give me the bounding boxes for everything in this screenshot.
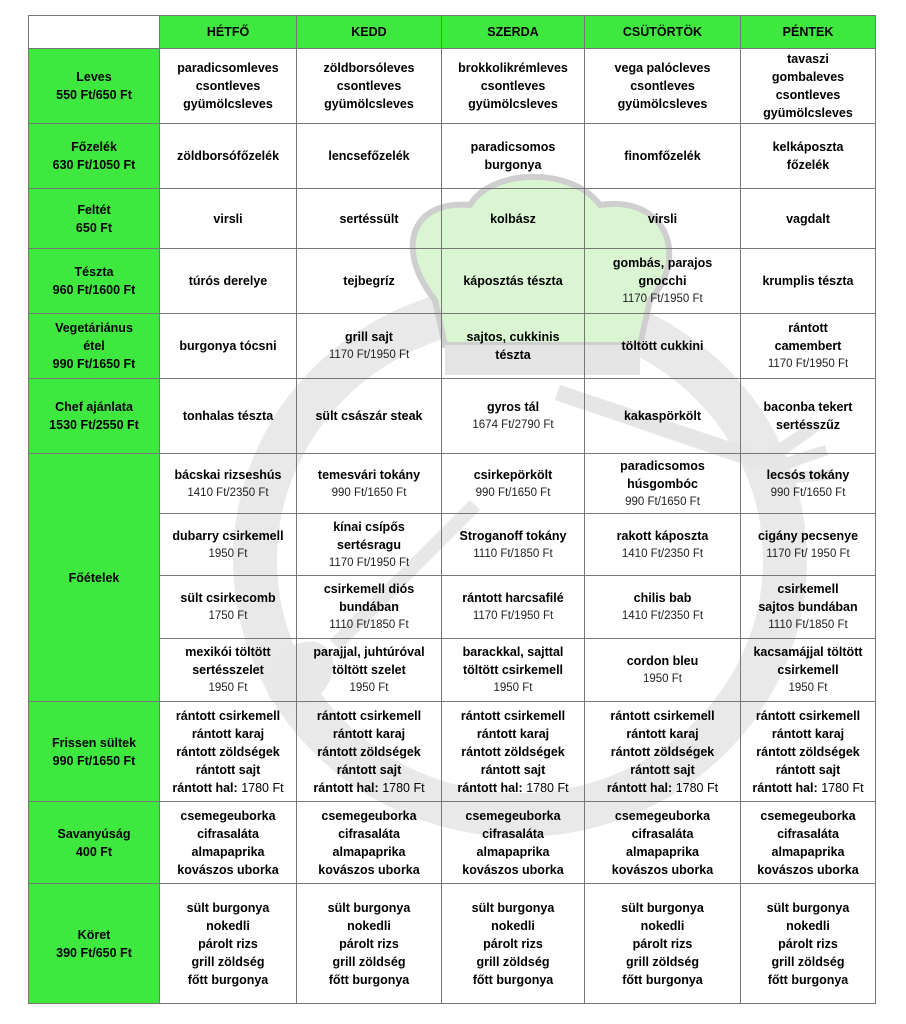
dish-name: vega palócleves <box>614 61 711 75</box>
dish-cell <box>741 702 876 802</box>
dish-name: kovászos uborka <box>757 862 859 877</box>
dish-cell <box>160 514 297 576</box>
category-cell <box>29 454 160 702</box>
category-name: Frissen sültek <box>51 735 137 750</box>
dish-cell <box>585 314 741 379</box>
dish-cell <box>741 576 876 639</box>
dish-name: sertésszelet <box>192 663 264 677</box>
dish-price: 1410 Ft/2350 Ft <box>621 547 704 560</box>
day-header-wednesday: SZERDA <box>442 16 585 49</box>
dish-price: 1950 Ft <box>788 682 828 694</box>
dish-name: sajtos bundában <box>758 600 858 614</box>
dish-name: gombaleves <box>771 70 845 84</box>
dish-name: bácskai rizseshús <box>174 467 282 482</box>
dish-name: kínai csípős <box>333 519 405 534</box>
dish-cell <box>585 576 741 639</box>
dish-name: sült burgonya <box>621 900 704 915</box>
weekly-menu-table <box>28 15 876 1004</box>
dish-cell <box>585 454 741 514</box>
dish-cell <box>442 314 585 379</box>
dish-name: rántott karaj <box>771 726 845 741</box>
dish-name: camembert <box>774 339 842 353</box>
dish-name: főtt burgonya <box>328 972 410 987</box>
dish-name: csemegeuborka <box>180 808 276 823</box>
menu-row <box>29 884 876 1004</box>
dish-name: csontleves <box>336 79 402 93</box>
fried-fish-price: 1780 Ft <box>382 780 425 795</box>
dish-cell <box>442 189 585 249</box>
dish-name: rántott sajt <box>480 762 546 777</box>
category-name: Tészta <box>74 265 114 279</box>
menu-row <box>29 802 876 884</box>
fried-fish-line <box>299 779 439 797</box>
dish-cell <box>160 379 297 454</box>
fried-fish-label: rántott hal: <box>457 780 523 795</box>
category-price: 650 Ft <box>75 220 113 235</box>
dish-cell <box>442 884 585 1004</box>
dish-name: nokedli <box>347 918 391 933</box>
dish-name: sertéssült <box>339 211 399 226</box>
dish-cell <box>741 249 876 314</box>
category-price: 1530 Ft/2550 Ft <box>49 418 139 432</box>
dish-name: rántott karaj <box>191 726 265 741</box>
category-name: Köret <box>77 927 111 942</box>
dish-cell <box>160 454 297 514</box>
dish-cell <box>585 189 741 249</box>
dish-name: rántott sajt <box>630 762 695 777</box>
dish-cell <box>741 124 876 189</box>
dish-name: kovászos uborka <box>318 862 420 877</box>
dish-name: gyümölcsleves <box>617 97 708 111</box>
dish-name: grill sajt <box>345 330 393 344</box>
category-name: étel <box>83 339 105 353</box>
dish-name: dubarry csirkemell <box>172 528 284 543</box>
dish-name: főtt burgonya <box>187 972 269 987</box>
dish-name: rántott zöldségek <box>461 744 565 759</box>
dish-name: főzelék <box>786 158 830 172</box>
dish-name: tejbegríz <box>343 274 395 288</box>
category-name: Feltét <box>77 202 111 217</box>
category-price: 960 Ft/1600 Ft <box>52 283 136 297</box>
dish-name: rántott sajt <box>195 762 261 777</box>
dish-name: csemegeuborka <box>465 808 561 823</box>
dish-name: grill zöldség <box>476 954 550 969</box>
dish-name: csirkemell diós <box>323 582 415 596</box>
dish-name: tonhalas tészta <box>182 409 274 423</box>
dish-name: cifrasaláta <box>777 826 839 841</box>
category-cell <box>29 189 160 249</box>
dish-cell <box>160 702 297 802</box>
category-cell <box>29 124 160 189</box>
menu-row <box>29 702 876 802</box>
dish-name: párolt rizs <box>198 936 258 951</box>
day-header-friday: PÉNTEK <box>741 16 876 49</box>
dish-name: brokkolikrémleves <box>458 61 568 75</box>
dish-name: sült csirkecomb <box>180 591 276 605</box>
dish-name: sült burgonya <box>471 900 555 915</box>
dish-price: 1410 Ft/2350 Ft <box>187 486 269 499</box>
dish-name: cifrasaláta <box>631 826 694 841</box>
dish-name: paradicsomos <box>470 140 556 154</box>
dish-name: almapaprika <box>476 844 550 859</box>
dish-cell <box>442 249 585 314</box>
dish-name: kacsamájjal töltött <box>753 645 863 659</box>
dish-name: rántott zöldségek <box>756 744 860 759</box>
category-price: 990 Ft/1650 Ft <box>52 753 136 768</box>
dish-cell <box>160 639 297 702</box>
dish-price: 1674 Ft/2790 Ft <box>472 419 554 431</box>
dish-name: temesvári tokány <box>317 467 421 482</box>
dish-name: rántott csirkemell <box>175 708 281 723</box>
category-cell <box>29 314 160 379</box>
menu-row <box>29 454 876 514</box>
dish-price: 1950 Ft <box>493 682 533 694</box>
dish-price: 990 Ft/1650 Ft <box>770 486 846 499</box>
dish-price: 1950 Ft <box>208 547 248 560</box>
dish-name: rántott zöldségek <box>610 744 715 759</box>
dish-cell <box>741 454 876 514</box>
dish-name: burgonya tócsni <box>179 339 277 353</box>
dish-cell <box>442 514 585 576</box>
dish-name: virsli <box>213 211 243 226</box>
dish-name: csontleves <box>775 88 841 102</box>
dish-name: rántott karaj <box>332 726 406 741</box>
category-price: 390 Ft/650 Ft <box>56 945 132 960</box>
dish-name: almapaprika <box>626 844 699 859</box>
dish-cell <box>585 639 741 702</box>
dish-cell <box>160 189 297 249</box>
category-cell <box>29 49 160 124</box>
dish-cell <box>442 124 585 189</box>
dish-cell <box>160 576 297 639</box>
dish-price: 990 Ft/1650 Ft <box>625 495 700 508</box>
dish-cell <box>297 454 442 514</box>
dish-name: rántott karaj <box>476 726 550 741</box>
dish-cell <box>160 884 297 1004</box>
menu-row <box>29 379 876 454</box>
dish-name: gombás, parajos <box>612 256 713 270</box>
dish-name: rántott zöldségek <box>176 744 280 759</box>
fried-fish-line <box>587 779 738 797</box>
dish-price: 1950 Ft <box>349 682 389 694</box>
dish-price: 1110 Ft/1850 Ft <box>768 619 848 631</box>
dish-price: 1170 Ft/1950 Ft <box>767 358 849 370</box>
dish-name: lecsós tokány <box>766 467 850 482</box>
dish-name: rántott csirkemell <box>316 708 422 723</box>
category-cell <box>29 802 160 884</box>
dish-price: 1410 Ft/2350 Ft <box>621 610 704 622</box>
dish-cell <box>585 124 741 189</box>
dish-name: grill zöldség <box>771 954 845 969</box>
dish-name: nokedli <box>640 918 685 933</box>
dish-cell <box>297 576 442 639</box>
dish-name: gyümölcsleves <box>468 97 558 111</box>
dish-cell <box>585 802 741 884</box>
category-name: Leves <box>76 70 112 84</box>
dish-name: tészta <box>495 348 531 362</box>
fried-fish-price: 1780 Ft <box>821 780 864 795</box>
dish-cell <box>442 639 585 702</box>
dish-cell <box>297 514 442 576</box>
dish-cell <box>585 884 741 1004</box>
dish-name: zöldborsófőzelék <box>176 149 280 163</box>
dish-name: sült császár steak <box>315 409 423 423</box>
dish-name: rántott harcsafilé <box>462 591 564 605</box>
dish-name: cifrasaláta <box>197 826 259 841</box>
dish-cell <box>160 802 297 884</box>
dish-name: gyros tál <box>486 400 540 414</box>
dish-name: gyümölcsleves <box>763 106 853 120</box>
dish-name: tavaszi <box>787 52 829 66</box>
dish-price: 1950 Ft <box>643 673 682 685</box>
dish-name: csontleves <box>195 79 261 93</box>
dish-name: almapaprika <box>332 844 406 859</box>
dish-name: rántott sajt <box>336 762 402 777</box>
dish-cell <box>297 379 442 454</box>
dish-name: krumplis tészta <box>762 274 854 288</box>
dish-name: paradicsomleves <box>177 61 279 75</box>
dish-name: csirkepörkölt <box>473 467 553 482</box>
dish-name: cordon bleu <box>626 654 699 668</box>
dish-name: párolt rizs <box>778 936 838 951</box>
dish-cell <box>585 702 741 802</box>
dish-cell <box>160 314 297 379</box>
dish-name: sajtos, cukkinis <box>466 330 560 344</box>
dish-name: cifrasaláta <box>482 826 544 841</box>
category-name: Savanyúság <box>57 826 131 841</box>
dish-cell <box>297 314 442 379</box>
dish-name: kakaspörkölt <box>623 409 702 423</box>
dish-price: 1110 Ft/1850 Ft <box>473 547 553 560</box>
fried-fish-label: rántott hal: <box>606 780 673 795</box>
fried-fish-line <box>743 779 873 797</box>
dish-cell <box>160 49 297 124</box>
dish-name: nokedli <box>786 918 830 933</box>
dish-name: sült burgonya <box>766 900 850 915</box>
category-price: 630 Ft/1050 Ft <box>52 158 136 172</box>
dish-name: sertésszűz <box>776 418 840 432</box>
category-name: Vegetáriánus <box>55 321 133 335</box>
dish-name: töltött csirkemell <box>462 663 564 677</box>
fried-fish-price: 1780 Ft <box>241 780 284 795</box>
category-cell <box>29 702 160 802</box>
dish-name: rántott csirkemell <box>460 708 566 723</box>
dish-name: sült burgonya <box>186 900 270 915</box>
dish-name: töltött szelet <box>332 663 406 677</box>
dish-cell <box>741 314 876 379</box>
dish-name: káposztás tészta <box>463 274 563 288</box>
dish-name: gyümölcsleves <box>183 97 273 111</box>
dish-cell <box>585 49 741 124</box>
dish-price: 990 Ft/1650 Ft <box>475 486 551 499</box>
dish-cell <box>297 49 442 124</box>
dish-name: csemegeuborka <box>760 808 856 823</box>
dish-name: főtt burgonya <box>767 972 849 987</box>
category-cell <box>29 249 160 314</box>
dish-cell <box>160 124 297 189</box>
day-header-monday: HÉTFŐ <box>160 16 297 49</box>
day-header-thursday: CSÜTÖRTÖK <box>585 16 741 49</box>
dish-cell <box>442 379 585 454</box>
day-header-row <box>29 16 876 49</box>
fried-fish-label: rántott hal: <box>313 780 379 795</box>
dish-name: rántott zöldségek <box>317 744 421 759</box>
dish-cell <box>741 802 876 884</box>
dish-name: zöldborsóleves <box>323 61 415 75</box>
dish-name: baconba tekert <box>763 400 853 414</box>
dish-price: 1170 Ft/ 1950 Ft <box>766 547 850 560</box>
dish-name: sertésragu <box>337 537 401 552</box>
dish-name: cigány pecsenye <box>757 528 859 543</box>
dish-cell <box>741 379 876 454</box>
dish-name: húsgombóc <box>627 476 698 491</box>
dish-cell <box>442 802 585 884</box>
dish-name: nokedli <box>491 918 535 933</box>
fried-fish-label: rántott hal: <box>172 780 238 795</box>
dish-name: rántott karaj <box>626 726 699 741</box>
dish-name: főtt burgonya <box>622 972 703 987</box>
fried-fish-line <box>444 779 582 797</box>
dish-name: cifrasaláta <box>338 826 400 841</box>
category-name: Főételek <box>68 570 120 585</box>
dish-name: csontleves <box>630 79 695 93</box>
dish-name: grill zöldség <box>626 954 699 969</box>
dish-price: 1110 Ft/1850 Ft <box>329 619 409 631</box>
dish-name: burgonya <box>484 158 542 172</box>
dish-price: 990 Ft/1650 Ft <box>331 486 407 499</box>
dish-name: csemegeuborka <box>614 808 711 823</box>
dish-name: grill zöldség <box>332 954 406 969</box>
dish-name: almapaprika <box>191 844 265 859</box>
dish-cell <box>297 189 442 249</box>
dish-name: töltött cukkini <box>621 339 704 353</box>
fried-fish-price: 1780 Ft <box>526 780 569 795</box>
dish-name: almapaprika <box>771 844 845 859</box>
menu-row <box>29 189 876 249</box>
dish-name: csirkemell <box>777 663 839 677</box>
dish-name: rántott <box>788 321 828 335</box>
dish-cell <box>297 249 442 314</box>
dish-name: paradicsomos <box>620 458 705 473</box>
dish-name: rántott csirkemell <box>610 708 715 723</box>
dish-name: párolt rizs <box>632 936 693 951</box>
menu-row <box>29 314 876 379</box>
dish-name: főtt burgonya <box>472 972 554 987</box>
dish-name: lencsefőzelék <box>328 149 410 163</box>
dish-name: mexikói töltött <box>185 645 271 659</box>
category-price: 400 Ft <box>75 844 113 859</box>
category-name: Főzelék <box>71 140 117 154</box>
menu-row <box>29 49 876 124</box>
dish-price: 1750 Ft <box>208 610 248 622</box>
dish-name: kolbász <box>490 211 536 226</box>
dish-name: bundában <box>339 600 399 614</box>
dish-price: 1170 Ft/1950 Ft <box>328 556 410 569</box>
dish-cell <box>741 884 876 1004</box>
dish-name: grill zöldség <box>191 954 265 969</box>
category-price: 550 Ft/650 Ft <box>56 88 132 102</box>
dish-price: 1170 Ft/1950 Ft <box>622 293 703 305</box>
dish-cell <box>297 884 442 1004</box>
category-cell <box>29 379 160 454</box>
dish-price: 1950 Ft <box>208 682 248 694</box>
dish-cell <box>297 802 442 884</box>
dish-name: rántott sajt <box>775 762 841 777</box>
dish-cell <box>741 189 876 249</box>
dish-price: 1170 Ft/1950 Ft <box>472 610 554 622</box>
dish-name: kovászos uborka <box>177 862 279 877</box>
dish-cell <box>585 249 741 314</box>
dish-cell <box>442 49 585 124</box>
dish-cell <box>442 702 585 802</box>
dish-name: túrós derelye <box>188 274 268 288</box>
dish-name: csirkemell <box>777 582 839 596</box>
fried-fish-line <box>162 779 294 797</box>
dish-cell <box>585 379 741 454</box>
dish-name: gnocchi <box>638 274 687 288</box>
dish-name: chilis bab <box>633 591 692 605</box>
header-corner <box>29 16 160 49</box>
dish-cell <box>160 249 297 314</box>
dish-cell <box>297 639 442 702</box>
menu-row <box>29 124 876 189</box>
dish-name: csemegeuborka <box>321 808 417 823</box>
dish-price: 1170 Ft/1950 Ft <box>328 349 410 361</box>
dish-name: párolt rizs <box>483 936 543 951</box>
dish-name: barackkal, sajttal <box>462 645 564 659</box>
dish-name: virsli <box>647 211 678 226</box>
dish-name: sült burgonya <box>327 900 411 915</box>
dish-name: rakott káposzta <box>616 528 709 543</box>
dish-cell <box>442 454 585 514</box>
fried-fish-price: 1780 Ft <box>675 780 719 795</box>
category-cell <box>29 884 160 1004</box>
dish-name: finomfőzelék <box>624 149 701 163</box>
dish-name: kelkáposzta <box>772 140 844 154</box>
dish-name: Stroganoff tokány <box>459 528 567 543</box>
dish-cell <box>741 49 876 124</box>
dish-cell <box>741 514 876 576</box>
dish-name: vagdalt <box>786 211 830 226</box>
dish-name: rántott csirkemell <box>755 708 861 723</box>
dish-name: csontleves <box>480 79 546 93</box>
dish-cell <box>297 124 442 189</box>
fried-fish-label: rántott hal: <box>752 780 818 795</box>
dish-name: nokedli <box>206 918 250 933</box>
dish-cell <box>741 639 876 702</box>
dish-name: gyümölcsleves <box>324 97 414 111</box>
dish-name: parajjal, juhtúróval <box>313 645 425 659</box>
dish-cell <box>297 702 442 802</box>
menu-row <box>29 249 876 314</box>
dish-name: kovászos uborka <box>462 862 564 877</box>
dish-cell <box>585 514 741 576</box>
day-header-tuesday: KEDD <box>297 16 442 49</box>
dish-name: párolt rizs <box>339 936 399 951</box>
category-price: 990 Ft/1650 Ft <box>52 357 136 371</box>
dish-name: kovászos uborka <box>611 862 714 877</box>
category-name: Chef ajánlata <box>55 400 133 414</box>
dish-cell <box>442 576 585 639</box>
